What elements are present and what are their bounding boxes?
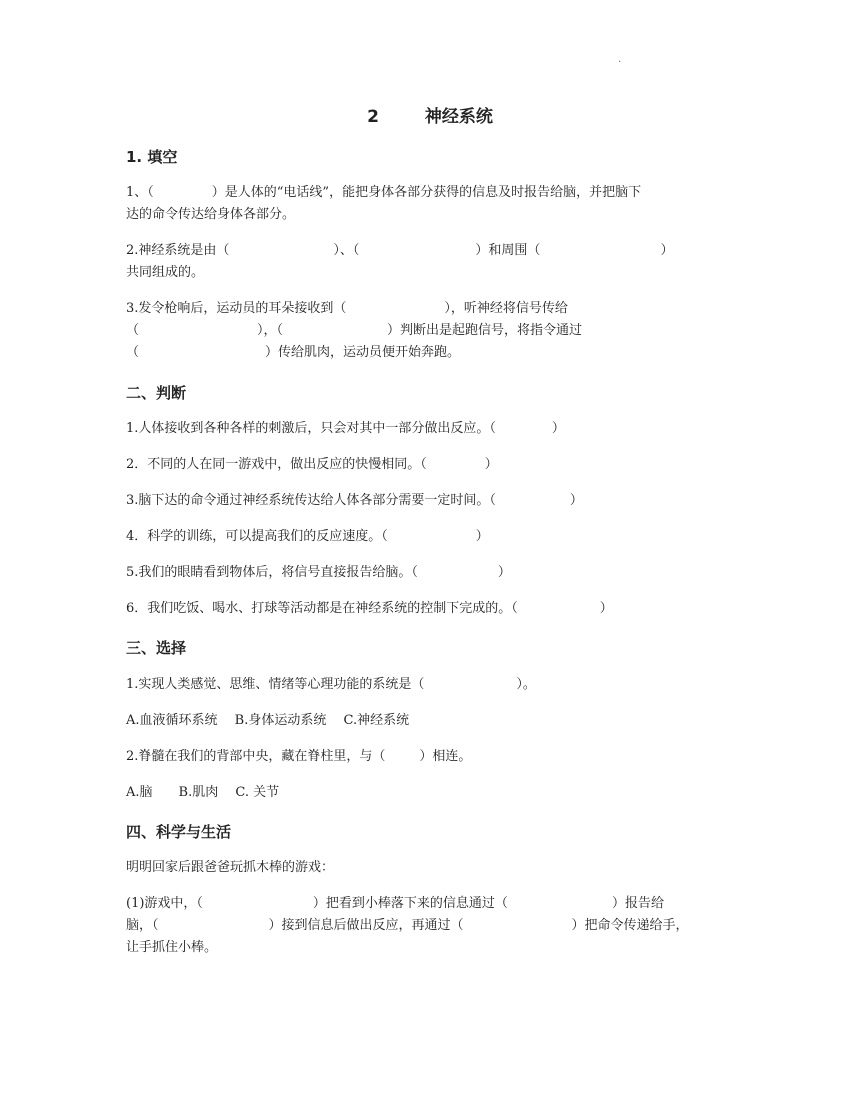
choice-q1-text-a: 1.实现人类感觉、思维、情绪等心理功能的系统是（ — [126, 677, 425, 692]
section-life-heading: 四、科学与生活 — [126, 823, 232, 841]
life-q1-text-d: 脑，（ — [126, 918, 159, 933]
judge-item-4-close: ） — [475, 529, 489, 544]
judge-item-6-text: 6．我们吃饭、喝水、打球等活动都是在神经系统的控制下完成的。（ — [126, 601, 518, 616]
judge-item-4 — [126, 526, 746, 548]
header-dot: . — [618, 54, 622, 65]
section-fill-heading: 1. 填空 — [126, 148, 178, 166]
fill-q2-line2: 共同组成的。 — [126, 265, 205, 280]
fill-q1-text-b: ）是人体的“电话线”，能把身体各部分获得的信息及时报告给脑，并把脑下 — [211, 185, 642, 200]
fill-q2-line1 — [126, 240, 746, 262]
choice-q1-text-b: ）。 — [516, 677, 536, 692]
judge-item-5-text: 5.我们的眼睛看到物体后，将信号直接报告给脑。（ — [126, 565, 418, 580]
life-q1-text-e: ）接到信息后做出反应，再通过（ — [268, 918, 464, 933]
choice-q1 — [126, 674, 746, 696]
judge-item-5 — [126, 562, 746, 584]
judge-item-5-close: ） — [497, 565, 511, 580]
life-q1-text-c: ）报告给 — [611, 896, 664, 911]
judge-item-3-close: ） — [569, 493, 583, 508]
fill-q3-text-g: ）传给肌肉，运动员便开始奔跑。 — [265, 345, 461, 360]
life-q1-line3: 让手抓住小棒。 — [126, 940, 218, 955]
judge-item-6 — [126, 598, 746, 620]
life-q1-text-a: (1)游戏中，（ — [126, 896, 203, 911]
fill-q2-text-a: 2.神经系统是由（ — [126, 243, 230, 258]
judge-item-1 — [126, 418, 746, 440]
judge-item-2 — [126, 454, 746, 476]
life-q1-line1 — [126, 893, 746, 915]
choice-q1-options: A.血液循环系统 B.身体运动系统 C.神经系统 — [126, 713, 410, 728]
fill-q2-text-c: ）和周围（ — [475, 243, 541, 258]
judge-item-2-text: 2．不同的人在同一游戏中，做出反应的快慢相同。（ — [126, 457, 427, 472]
lesson-title: 神经系统 — [424, 107, 493, 127]
fill-q3-text-e: ）判断出是起跑信号，将指令通过 — [387, 323, 583, 338]
life-q1-text-b: ）把看到小棒落下来的信息通过（ — [312, 896, 508, 911]
fill-q3-text-b: ），听神经将信号传给 — [444, 301, 568, 316]
choice-q2-text-b: ）相连。 — [419, 749, 472, 764]
judge-item-2-close: ） — [484, 457, 498, 472]
judge-item-3 — [126, 490, 746, 512]
judge-item-6-close: ） — [599, 601, 613, 616]
fill-q3-text-f: （ — [126, 345, 140, 360]
lesson-number: 2 — [367, 107, 379, 127]
choice-q2-options: A.脑 B.肌肉 C. 关节 — [126, 785, 280, 800]
section-judge-heading: 二、判断 — [126, 384, 187, 402]
judge-item-1-close: ） — [551, 421, 565, 436]
life-q1-text-f: ）把命令传递给手， — [571, 918, 689, 933]
page-title — [0, 102, 860, 127]
fill-q3-line2 — [126, 320, 746, 342]
life-q1-line2 — [126, 915, 746, 937]
fill-q3-line1 — [126, 298, 746, 320]
life-intro: 明明回家后跟爸爸玩抓木棒的游戏： — [126, 860, 335, 875]
fill-q2-text-b: ）、（ — [333, 243, 360, 258]
choice-q2 — [126, 746, 746, 768]
section-choice-heading: 三、选择 — [126, 639, 187, 657]
fill-q1-text-a: 1、（ — [126, 185, 154, 200]
judge-item-1-text: 1.人体接收到各种各样的刺激后，只会对其中一部分做出反应。（ — [126, 421, 496, 436]
fill-q3-text-a: 3.发令枪响后，运动员的耳朵接收到（ — [126, 301, 347, 316]
fill-q3-text-d: ），（ — [257, 323, 284, 338]
judge-item-4-text: 4．科学的训练，可以提高我们的反应速度。（ — [126, 529, 388, 544]
fill-q1-line2: 达的命令传达给身体各部分。 — [126, 207, 296, 222]
fill-q1-line1 — [126, 182, 746, 204]
fill-q2-text-d: ） — [660, 243, 674, 258]
fill-q3-text-c: （ — [126, 323, 140, 338]
fill-q3-line3 — [126, 342, 746, 364]
judge-item-3-text: 3.脑下达的命令通过神经系统传达给人体各部分需要一定时间。（ — [126, 493, 496, 508]
choice-q2-text-a: 2.脊髓在我们的背部中央，藏在脊柱里，与（ — [126, 749, 386, 764]
